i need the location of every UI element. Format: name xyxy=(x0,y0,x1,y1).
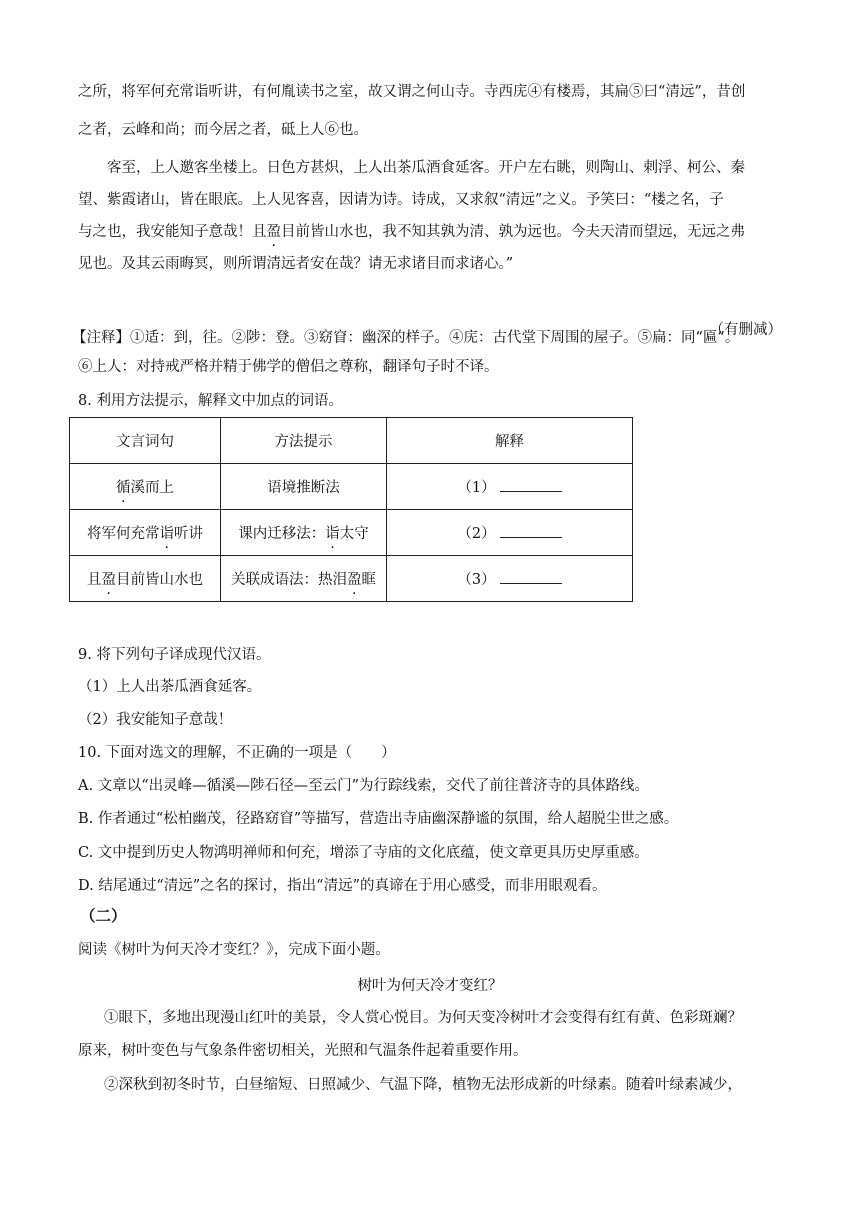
section-heading: （二） xyxy=(80,906,127,925)
q10-prompt: 10. 下面对选文的理解，不正确的一项是（ ） xyxy=(78,745,396,761)
section-intro: 阅读《树叶为何天冷才变红？》，完成下面小题。 xyxy=(78,942,390,958)
annotation-line-2: ⑥上人：对持戒严格并精于佛学的僧侣之尊称，翻译句子时不译。 xyxy=(78,359,499,375)
table-row xyxy=(70,464,633,510)
header-cell: 文言词句 xyxy=(70,418,221,464)
passage-line-3: 客至，上人邀客坐楼上。日色方甚炽，上人出茶瓜酒食延客。开户左右眺，则陶山、剌浮、柯公、秦 xyxy=(107,160,745,176)
table-header-row xyxy=(70,418,633,464)
q10-option-b[interactable]: B. 作者通过“松柏幽茂，径路窈窅”等描写，营造出寺庙幽深静谧的氛围，给人超脱尘世之感。 xyxy=(78,811,679,827)
answer-cell[interactable]: （3） xyxy=(387,556,633,602)
source-note: （有删减） xyxy=(709,322,782,338)
table-row xyxy=(70,556,633,602)
dotted-char: 盈 xyxy=(266,224,281,240)
method-cell: 语境推断法 xyxy=(221,464,387,510)
phrase-cell: 将军何充常诣听讲 xyxy=(70,510,221,556)
passage-line-6: 见也。及其云雨晦冥，则所谓清远者安在哉？请无求诸目而求诸心。” xyxy=(78,256,514,272)
passage-line-1: 之所，将军何充常诣听讲，有何胤读书之室，故又谓之何山寺。寺西庑④有楼焉，其扁⑤曰“清远”，昔创 xyxy=(78,84,746,100)
answer-blank[interactable] xyxy=(500,525,562,538)
passage-line-4: 望、紫霞诸山，皆在眼底。上人见客喜，因请为诗。诗成，又求叙“清远”之义。予笑曰：“楼之名，子 xyxy=(78,192,724,208)
answer-cell[interactable]: （1） xyxy=(387,464,633,510)
q8-table xyxy=(69,417,633,602)
table-row xyxy=(70,510,633,556)
header-cell: 方法提示 xyxy=(221,418,387,464)
q8-prompt: 8. 利用方法提示，解释文中加点的词语。 xyxy=(78,393,343,409)
q9-prompt: 9. 将下列句子译成现代汉语。 xyxy=(78,647,271,663)
annotation-line-1: 【注释】①适：到，往。②陟：登。③窈窅：幽深的样子。④庑：古代堂下周围的屋子。⑤扁：同“匾”。 xyxy=(72,330,740,346)
article-para-1b: 原来，树叶变色与气象条件密切相关，光照和气温条件起着重要作用。 xyxy=(78,1043,528,1059)
article-para-1a: ①眼下，多地出现漫山红叶的美景，令人赏心悦目。为何天变冷树叶才会变得有红有黄、色彩斑斓？ xyxy=(104,1010,742,1026)
method-cell: 关联成语法：热泪盈眶 xyxy=(221,556,387,602)
article-para-2a: ②深秋到初冬时节，白昼缩短、日照减少、气温下降，植物无法形成新的叶绿素。随着叶绿素减少， xyxy=(104,1077,742,1093)
article-title: 树叶为何天冷才变红？ xyxy=(357,978,503,994)
answer-blank[interactable] xyxy=(500,571,562,584)
passage-line-5: 与之也，我安能知子意哉！且盈目前皆山水也，我不知其孰为清、孰为远也。今夫天清而望远，无远之弗 xyxy=(78,224,745,240)
phrase-cell: 循溪而上 xyxy=(70,464,221,510)
q10-option-a[interactable]: A. 文章以“出灵峰—循溪—陟石径—至云门”为行踪线索，交代了前往普济寺的具体路线。 xyxy=(78,778,650,794)
answer-blank[interactable] xyxy=(500,479,562,492)
q10-option-d[interactable]: D. 结尾通过“清远”之名的探讨，指出“清远”的真谛在于用心感受，而非用眼观看。 xyxy=(78,878,607,894)
q9-sentence-2: （2）我安能知子意哉！ xyxy=(78,712,233,728)
q10-option-c[interactable]: C. 文中提到历史人物鸿明禅师和何充，增添了寺庙的文化底蕴，使文章更具历史厚重感。 xyxy=(78,845,649,861)
phrase-cell: 且盈目前皆山水也 xyxy=(70,556,221,602)
method-cell: 课内迁移法：诣太守 xyxy=(221,510,387,556)
passage-line-2: 之者，云峰和尚；而今居之者，砥上人⑥也。 xyxy=(78,122,368,138)
answer-cell[interactable]: （2） xyxy=(387,510,633,556)
q9-sentence-1: （1）上人出茶瓜酒食延客。 xyxy=(78,679,262,695)
header-cell: 解释 xyxy=(387,418,633,464)
